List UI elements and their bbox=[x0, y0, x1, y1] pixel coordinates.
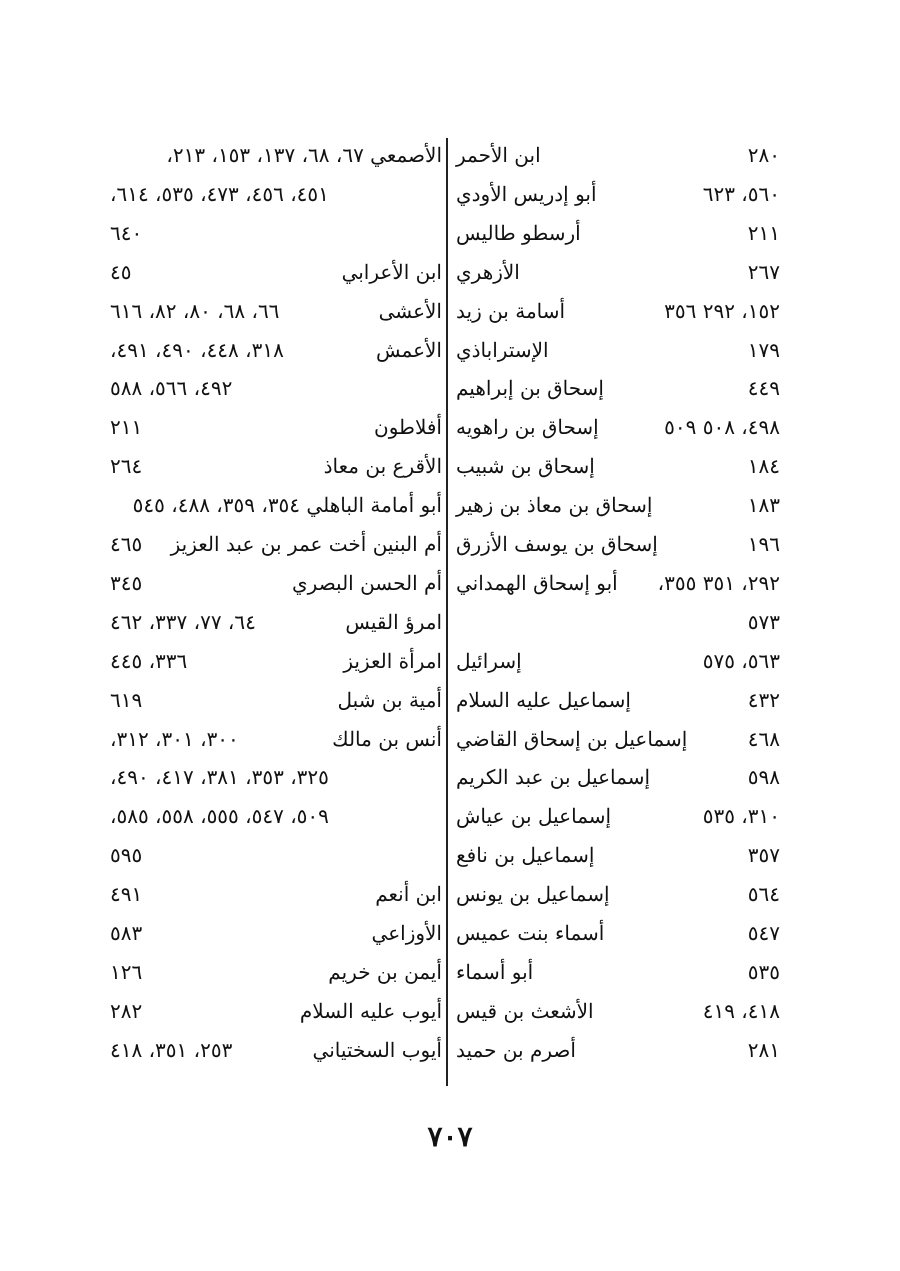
entry-pages: ٢١١ bbox=[747, 220, 780, 245]
index-entry bbox=[450, 255, 780, 289]
index-entry bbox=[110, 333, 446, 367]
index-entry bbox=[450, 138, 780, 172]
entry-name: أبو أمامة الباهلي ٣٥٤، ٣٥٩، ٤٨٨، ٥٤٥ bbox=[132, 493, 442, 518]
index-entry bbox=[110, 722, 446, 756]
entry-name: أيمن بن خريم bbox=[328, 959, 442, 984]
index-entry bbox=[450, 994, 780, 1028]
index-entry bbox=[110, 994, 446, 1028]
entry-pages: ٢١١ bbox=[110, 415, 143, 440]
index-entry bbox=[450, 488, 780, 522]
index-entry bbox=[110, 1033, 446, 1067]
index-entry bbox=[110, 877, 446, 911]
index-entry bbox=[450, 683, 780, 717]
index-entry bbox=[110, 294, 446, 328]
entry-name: إسماعيل بن إسحاق القاضي bbox=[456, 726, 688, 751]
entry-pages: ٣٤٥ bbox=[110, 570, 143, 595]
entry-pages: ٥٦٤ bbox=[747, 882, 780, 907]
index-entry bbox=[110, 799, 446, 833]
entry-name: أرسطو طاليس bbox=[456, 220, 581, 245]
entry-pages: ٣٠٠، ٣٠١، ٣١٢، bbox=[110, 726, 239, 751]
index-entry bbox=[450, 333, 780, 367]
index-entry bbox=[110, 838, 446, 872]
index-entry bbox=[450, 916, 780, 950]
entry-name: أبو إسحاق الهمداني bbox=[456, 570, 618, 595]
index-entry bbox=[450, 722, 780, 756]
entry-name: إسحاق بن راهويه bbox=[456, 415, 599, 440]
entry-pages: ١٧٩ bbox=[747, 337, 780, 362]
index-entry bbox=[110, 566, 446, 600]
index-entry bbox=[110, 488, 446, 522]
index-entry bbox=[450, 799, 780, 833]
index-entry bbox=[450, 177, 780, 211]
entry-pages: ٤٩١ bbox=[110, 882, 143, 907]
entry-name: الأعمش bbox=[376, 337, 442, 362]
column-divider bbox=[446, 138, 448, 1086]
entry-name: إسماعيل بن نافع bbox=[456, 843, 595, 868]
entry-name: ابن الأعرابي bbox=[341, 259, 442, 284]
entry-pages: ٤٤٩ bbox=[747, 376, 780, 401]
entry-name: الأصمعي ٦٧، ٦٨، ١٣٧، ١٥٣، ٢١٣، bbox=[166, 143, 442, 167]
entry-name: الأوزاعي bbox=[371, 921, 442, 945]
entry-name: أيوب السختياني bbox=[312, 1037, 442, 1062]
index-entry bbox=[450, 294, 780, 328]
index-entry bbox=[110, 683, 446, 717]
entry-name: أنس بن مالك bbox=[332, 726, 442, 751]
entry-name: امرأة العزيز bbox=[343, 648, 442, 673]
entry-pages: ١٨٣ bbox=[747, 493, 780, 518]
entry-pages: ٤١٨، ٤١٩ bbox=[702, 998, 780, 1023]
entry-pages: ٦٦، ٦٨، ٨٠، ٨٢، ٦١٦ bbox=[110, 298, 280, 323]
entry-pages: ١٢٦ bbox=[110, 959, 143, 984]
entry-pages: ٤٥ bbox=[110, 259, 132, 284]
entry-pages: ٥٦٣، ٥٧٥ bbox=[702, 648, 780, 673]
entry-pages: ٥٤٧ bbox=[747, 921, 780, 945]
entry-pages: ١٩٦ bbox=[747, 532, 780, 556]
entry-name: الأقرع بن معاذ bbox=[323, 454, 442, 479]
entry-pages: ٥٧٣ bbox=[747, 609, 780, 634]
entry-name: أصرم بن حميد bbox=[456, 1037, 576, 1062]
entry-pages: ٣١٨، ٤٤٨، ٤٩٠، ٤٩١، bbox=[110, 337, 284, 362]
index-entry bbox=[450, 838, 780, 872]
index-entry bbox=[110, 216, 446, 250]
entry-pages: ٥٩٥ bbox=[110, 843, 143, 868]
index-entry bbox=[450, 371, 780, 405]
entry-pages: ٣١٠، ٥٣٥ bbox=[702, 804, 780, 829]
entry-pages: ٤٣٢ bbox=[747, 687, 780, 712]
index-entry bbox=[450, 566, 780, 600]
index-entry bbox=[110, 410, 446, 444]
entry-pages: ٥٣٥ bbox=[747, 959, 780, 984]
entry-name: أبو إدريس الأودي bbox=[456, 181, 597, 206]
index-entry bbox=[450, 644, 780, 678]
entry-name: إسحاق بن معاذ بن زهير bbox=[456, 493, 653, 518]
index-entry bbox=[450, 955, 780, 989]
entry-name: الإستراباذي bbox=[456, 337, 549, 362]
entry-pages: ٢٦٧ bbox=[747, 259, 780, 284]
index-entry bbox=[110, 527, 446, 561]
entry-pages: ٤٩٨، ٥٠٨ ٥٠٩ bbox=[664, 415, 780, 440]
entry-name: أبو أسماء bbox=[456, 959, 534, 984]
page-number: ٧٠٧ bbox=[427, 1120, 473, 1153]
index-entry bbox=[450, 605, 780, 639]
entry-pages: ٦٤، ٧٧، ٣٣٧، ٤٦٢ bbox=[110, 609, 256, 634]
index-entry bbox=[110, 955, 446, 989]
entry-pages: ٢٥٣، ٣٥١، ٤١٨ bbox=[110, 1037, 233, 1062]
entry-pages: ٤٩٢، ٥٦٦، ٥٨٨ bbox=[110, 376, 233, 401]
entry-name: أمية بن شبل bbox=[337, 687, 442, 712]
entry-name: إسحاق بن يوسف الأزرق bbox=[456, 532, 658, 556]
entry-name: الأزهري bbox=[456, 259, 520, 284]
entry-name: امرؤ القيس bbox=[345, 609, 442, 634]
index-entry bbox=[110, 644, 446, 678]
entry-pages: ٢٨٠ bbox=[747, 143, 780, 167]
entry-pages: ٤٦٨ bbox=[747, 726, 780, 751]
entry-name: ابن أنعم bbox=[375, 882, 442, 907]
index-entry bbox=[110, 605, 446, 639]
entry-name: الأعشى bbox=[378, 298, 442, 323]
index-entry bbox=[110, 177, 446, 211]
index-entry bbox=[110, 760, 446, 794]
entry-pages: ٢٩٢، ٣٥١ ٣٥٥، bbox=[657, 570, 780, 595]
entry-pages: ٥٩٨ bbox=[747, 765, 780, 790]
entry-pages: ٢٦٤ bbox=[110, 454, 143, 479]
index-entry bbox=[450, 410, 780, 444]
entry-name: إسماعيل بن عبد الكريم bbox=[456, 765, 651, 790]
entry-name: أيوب عليه السلام bbox=[299, 998, 442, 1023]
entry-name: أم البنين أخت عمر بن عبد العزيز bbox=[170, 532, 442, 556]
entry-pages: ٦٤٠ bbox=[110, 220, 143, 245]
index-entry bbox=[110, 449, 446, 483]
index-entry bbox=[450, 527, 780, 561]
index-entry bbox=[450, 760, 780, 794]
entry-name: إسماعيل بن عياش bbox=[456, 804, 612, 829]
index-entry bbox=[450, 877, 780, 911]
entry-pages: ١٨٤ bbox=[747, 454, 780, 479]
entry-pages: ٣٥٧ bbox=[747, 843, 780, 868]
entry-pages: ١٥٢، ٢٩٢ ٣٥٦ bbox=[664, 298, 780, 323]
entry-name: أسماء بنت عميس bbox=[456, 921, 605, 945]
entry-name: إسماعيل بن يونس bbox=[456, 882, 610, 907]
entry-name: إسحاق بن شبيب bbox=[456, 454, 595, 479]
index-entry bbox=[110, 255, 446, 289]
index-entry bbox=[110, 371, 446, 405]
entry-pages: ٥٦٠، ٦٢٣ bbox=[702, 181, 780, 206]
index-entry bbox=[110, 916, 446, 950]
entry-name: إسرائيل bbox=[456, 648, 522, 673]
entry-pages: ٥٠٩، ٥٤٧، ٥٥٥، ٥٥٨، ٥٨٥، bbox=[110, 804, 329, 829]
entry-name: الأشعث بن قيس bbox=[456, 998, 594, 1023]
entry-pages: ٣٢٥، ٣٥٣، ٣٨١، ٤١٧، ٤٩٠، bbox=[110, 765, 329, 790]
entry-name: إسحاق بن إبراهيم bbox=[456, 376, 604, 401]
entry-pages: ٢٨٢ bbox=[110, 998, 143, 1023]
entry-name: أفلاطون bbox=[374, 415, 442, 440]
index-entry bbox=[450, 1033, 780, 1067]
index-entry bbox=[450, 216, 780, 250]
entry-name: أسامة بن زيد bbox=[456, 298, 566, 323]
index-entry bbox=[450, 449, 780, 483]
entry-pages: ٤٥١، ٤٥٦، ٤٧٣، ٥٣٥، ٦١٤، bbox=[110, 181, 329, 206]
entry-name: أم الحسن البصري bbox=[292, 570, 442, 595]
entry-name: ابن الأحمر bbox=[456, 143, 541, 167]
entry-pages: ٣٣٦، ٤٤٥ bbox=[110, 648, 188, 673]
entry-pages: ٤٦٥ bbox=[110, 532, 143, 556]
entry-pages: ٦١٩ bbox=[110, 687, 143, 712]
entry-pages: ٢٨١ bbox=[747, 1037, 780, 1062]
entry-name: إسماعيل عليه السلام bbox=[456, 687, 631, 712]
entry-pages: ٥٨٣ bbox=[110, 921, 143, 945]
index-entry bbox=[110, 138, 446, 172]
